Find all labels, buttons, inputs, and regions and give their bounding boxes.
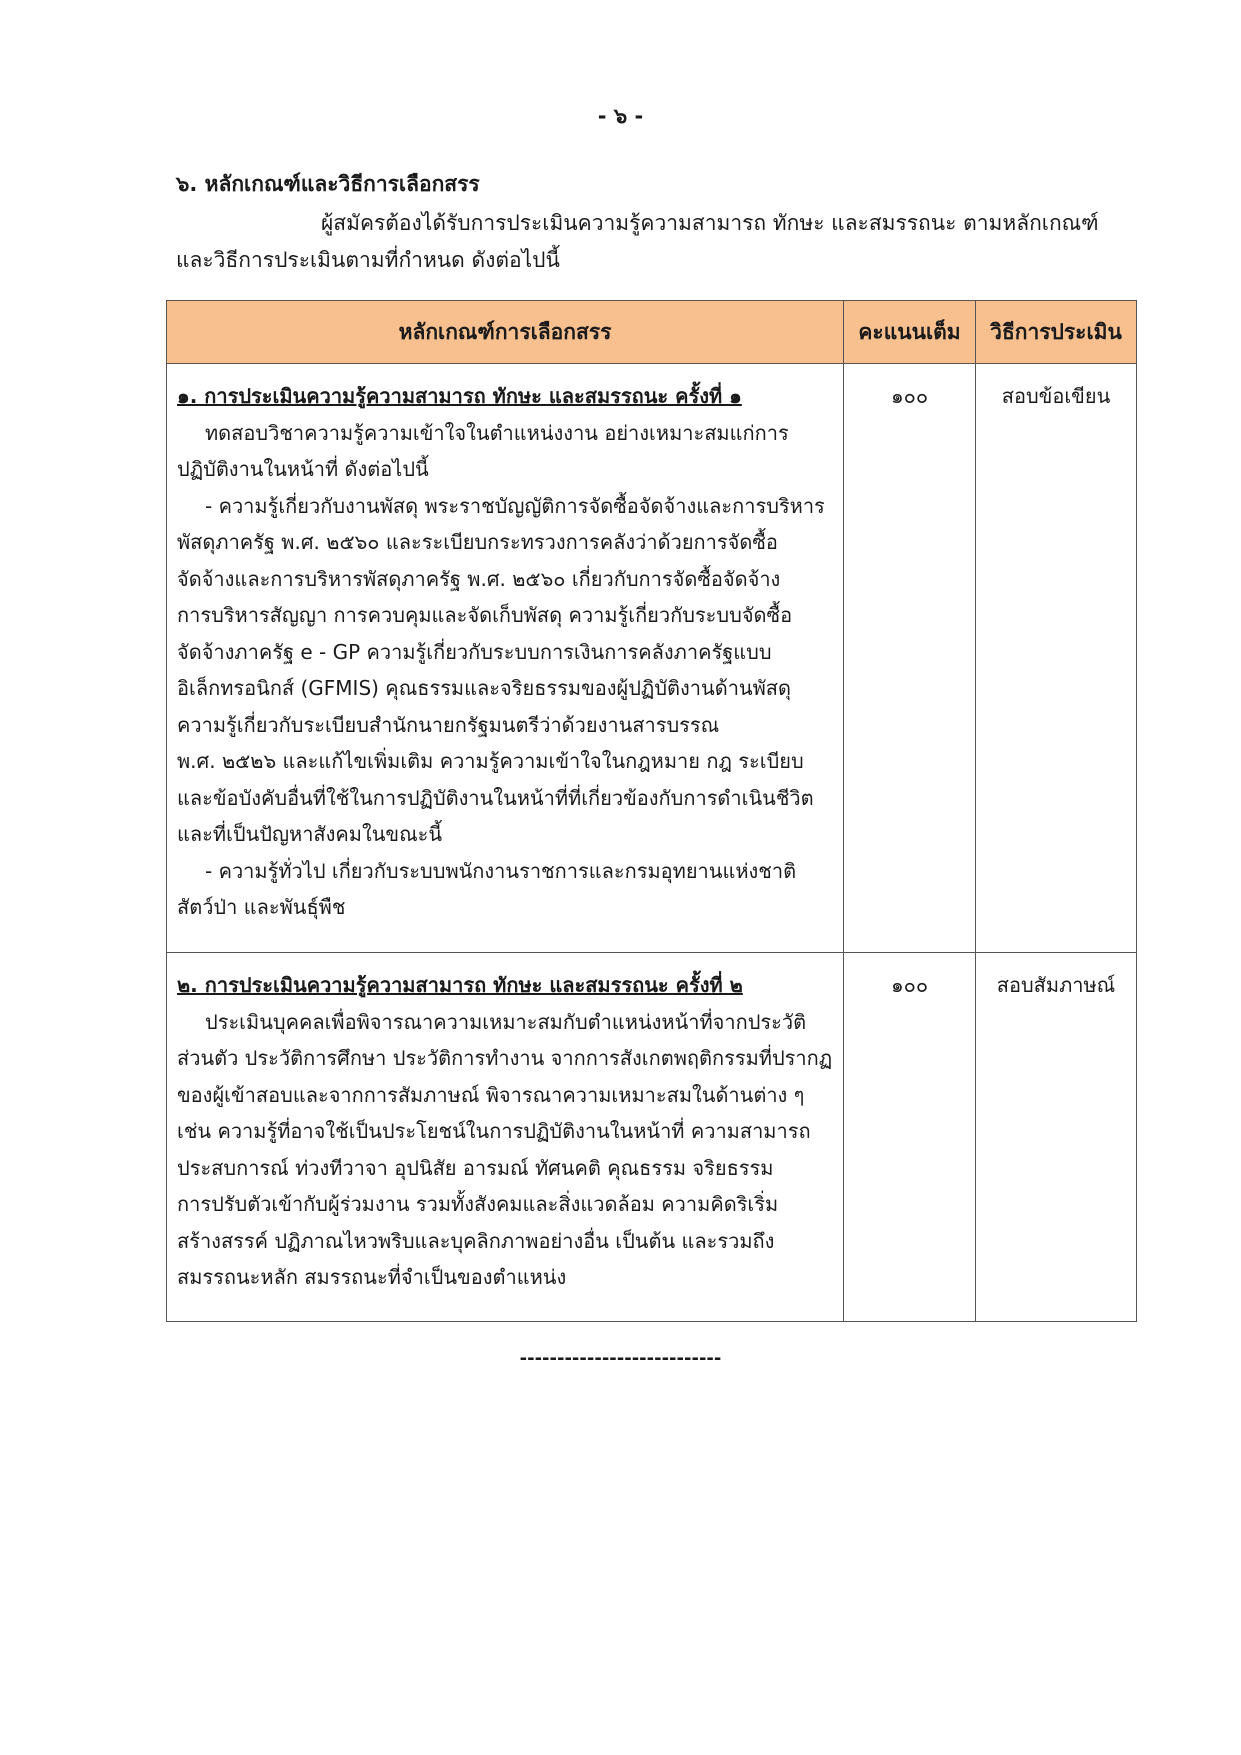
method-cell: สอบข้อเขียน bbox=[976, 364, 1137, 953]
table-header-row bbox=[167, 301, 1137, 364]
score-cell: ๑๐๐ bbox=[844, 953, 976, 1322]
intro-line: และวิธีการประเมินตามที่กำหนด ดังต่อไปนี้ bbox=[176, 248, 560, 272]
criteria-line: - ความรู้ทั่วไป เกี่ยวกับระบบพนักงานราชการและกรมอุทยานแห่งชาติ bbox=[205, 858, 797, 883]
criteria-line: ประสบการณ์ ท่วงทีวาจา อุปนิสัย อารมณ์ ทัศนคติ คุณธรรม จริยธรรม bbox=[177, 1155, 774, 1180]
criteria-line: และข้อบังคับอื่นที่ใช้ในการปฏิบัติงานในหน้าที่ที่เกี่ยวข้องกับการดำเนินชีวิต bbox=[177, 785, 814, 810]
criteria-title: ๑. การประเมินความรู้ความสามารถ ทักษะ และสมรรถนะ ครั้งที่ ๑ bbox=[177, 384, 742, 408]
criteria-line: - ความรู้เกี่ยวกับงานพัสดุ พระราชบัญญัติการจัดซื้อจัดจ้างและการบริหาร bbox=[205, 493, 825, 518]
method-cell: สอบสัมภาษณ์ bbox=[976, 953, 1137, 1322]
criteria-title: ๒. การประเมินความรู้ความสามารถ ทักษะ และสมรรถนะ ครั้งที่ ๒ bbox=[177, 973, 743, 997]
criteria-line: ของผู้เข้าสอบและจากการสัมภาษณ์ พิจารณาความเหมาะสมในด้านต่าง ๆ bbox=[177, 1082, 805, 1107]
header-full-score: คะแนนเต็ม bbox=[844, 301, 976, 364]
end-divider: --------------------------- bbox=[519, 1348, 722, 1369]
criteria-line: สร้างสรรค์ ปฏิภาณไหวพริบและบุคลิกภาพอย่างอื่น เป็นต้น และรวมถึง bbox=[177, 1228, 775, 1253]
criteria-line: จัดจ้างภาครัฐ e - GP ความรู้เกี่ยวกับระบบการเงินการคลังภาครัฐแบบ bbox=[177, 639, 772, 664]
criteria-cell bbox=[167, 364, 844, 953]
criteria-line: ความรู้เกี่ยวกับระเบียบสำนักนายกรัฐมนตรีว่าด้วยงานสารบรรณ bbox=[177, 712, 720, 737]
intro-line: ผู้สมัครต้องได้รับการประเมินความรู้ความสามารถ ทักษะ และสมรรถนะ ตามหลักเกณฑ์ bbox=[321, 211, 1099, 235]
criteria-line: สัตว์ป่า และพันธุ์พืช bbox=[177, 895, 346, 919]
header-criteria: หลักเกณฑ์การเลือกสรร bbox=[167, 301, 844, 364]
score-cell: ๑๐๐ bbox=[844, 364, 976, 953]
section-heading: ๖. หลักเกณฑ์และวิธีการเลือกสรร bbox=[176, 172, 480, 196]
criteria-line: การปรับตัวเข้ากับผู้ร่วมงาน รวมทั้งสังคมและสิ่งแวดล้อม ความคิดริเริ่ม bbox=[177, 1192, 779, 1216]
table-row bbox=[167, 953, 1137, 1322]
criteria-line: พัสดุภาครัฐ พ.ศ. ๒๕๖๐ และระเบียบกระทรวงการคลังว่าด้วยการจัดซื้อ bbox=[177, 530, 778, 554]
criteria-line: ประเมินบุคคลเพื่อพิจารณาความเหมาะสมกับตำแหน่งหน้าที่จากประวัติ bbox=[205, 1009, 807, 1034]
criteria-line: พ.ศ. ๒๕๒๖ และแก้ไขเพิ่มเติม ความรู้ความเข้าใจในกฎหมาย กฎ ระเบียบ bbox=[177, 749, 804, 773]
criteria-line: จัดจ้างและการบริหารพัสดุภาครัฐ พ.ศ. ๒๕๖๐ เกี่ยวกับการจัดซื้อจัดจ้าง bbox=[177, 566, 781, 591]
criteria-table bbox=[166, 300, 1137, 1322]
criteria-line: ปฏิบัติงานในหน้าที่ ดังต่อไปนี้ bbox=[177, 457, 429, 481]
criteria-line: อิเล็กทรอนิกส์ (GFMIS) คุณธรรมและจริยธรรมของผู้ปฏิบัติงานด้านพัสดุ bbox=[177, 676, 791, 700]
criteria-line: และที่เป็นปัญหาสังคมในขณะนี้ bbox=[177, 822, 443, 846]
table-row bbox=[167, 364, 1137, 953]
criteria-line: สมรรถนะหลัก สมรรถนะที่จำเป็นของตำแหน่ง bbox=[177, 1265, 567, 1289]
criteria-line: ทดสอบวิชาความรู้ความเข้าใจในตำแหน่งงาน อย่างเหมาะสมแก่การ bbox=[205, 420, 789, 445]
page-number: - ๖ - bbox=[597, 104, 644, 128]
intro-paragraph bbox=[176, 205, 1126, 279]
header-method: วิธีการประเมิน bbox=[976, 301, 1137, 364]
criteria-line: ส่วนตัว ประวัติการศึกษา ประวัติการทำงาน จากการสังเกตพฤติกรรมที่ปรากฏ bbox=[177, 1046, 833, 1070]
criteria-cell bbox=[167, 953, 844, 1322]
criteria-line: การบริหารสัญญา การควบคุมและจัดเก็บพัสดุ ความรู้เกี่ยวกับระบบจัดซื้อ bbox=[177, 603, 793, 627]
criteria-line: เช่น ความรู้ที่อาจใช้เป็นประโยชน์ในการปฏิบัติงานในหน้าที่ ความสามารถ bbox=[177, 1119, 811, 1143]
